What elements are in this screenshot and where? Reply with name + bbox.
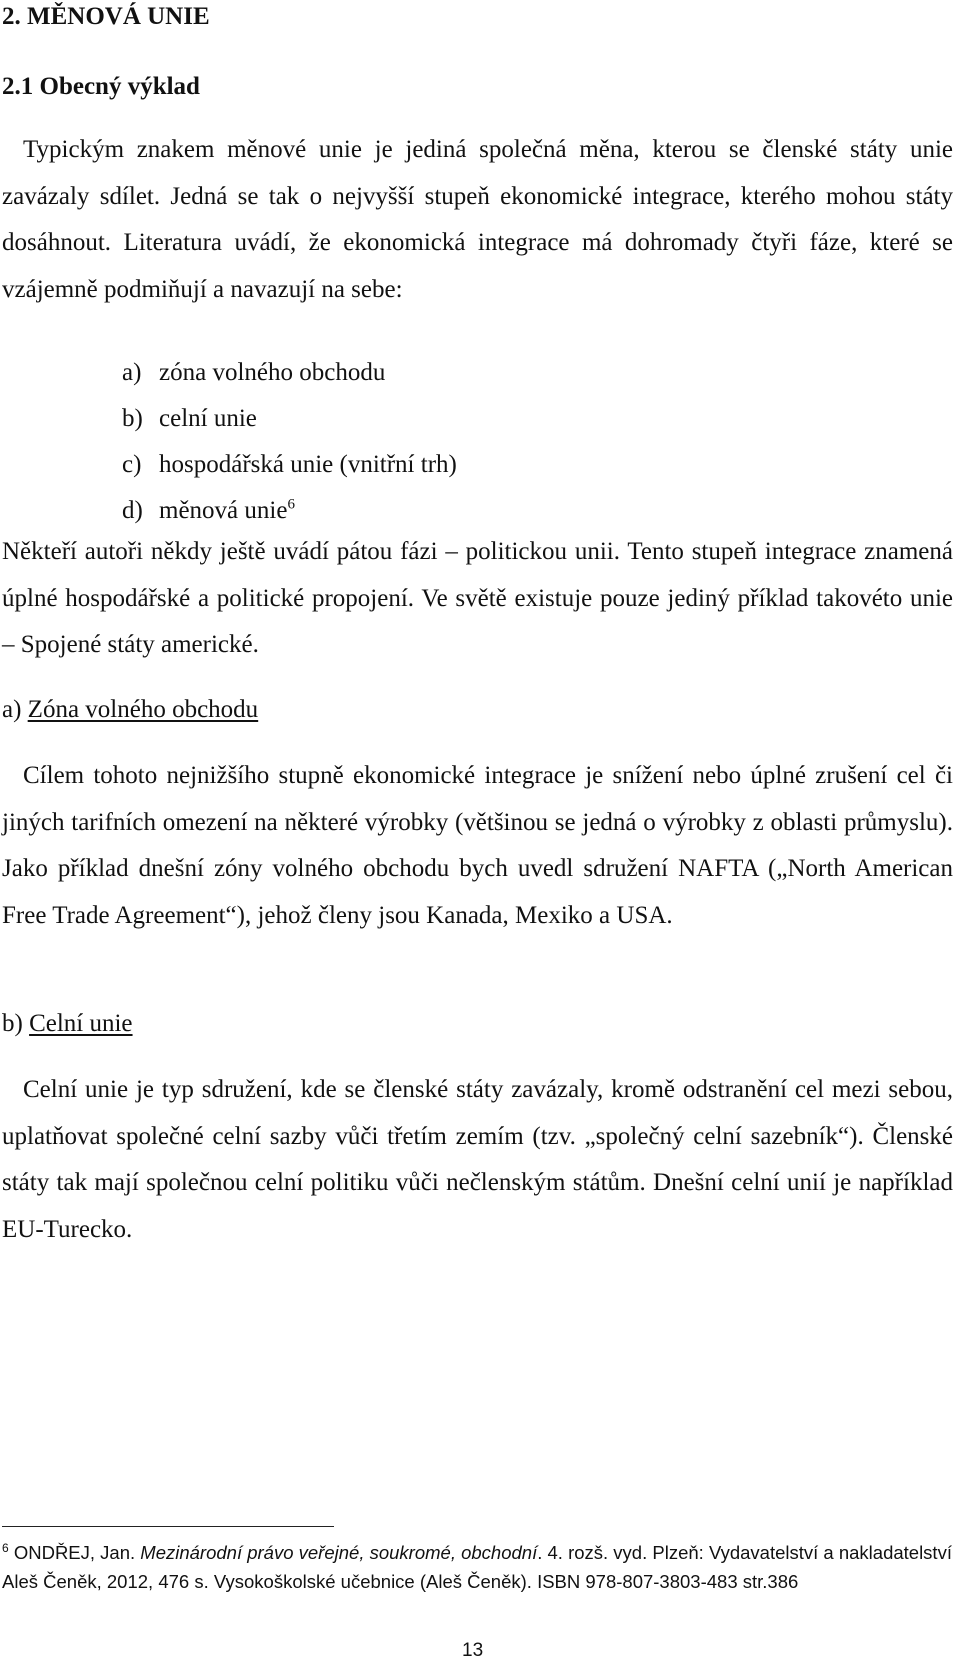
subsection-a-heading — [2, 693, 258, 727]
subsection-b-prefix: b) — [2, 1010, 23, 1037]
subsection-a-title: Zóna volného obchodu — [27, 696, 259, 723]
subsection-b-title: Celní unie — [29, 1010, 133, 1037]
list-item — [122, 488, 457, 534]
footnote — [2, 1538, 953, 1596]
chapter-heading: 2. MĚNOVÁ UNIE — [2, 3, 210, 30]
footnote-number: 6 — [2, 1540, 9, 1555]
subsection-a-prefix: a) — [2, 696, 22, 723]
footnote-title: Mezinárodní právo veřejné, soukromé, obchodní — [140, 1542, 538, 1563]
list-item-text: celní unie — [159, 405, 257, 432]
intro-paragraph: Typickým znakem měnové unie je jediná společná měna, kterou se členské státy unie zavázaly sdílet. Jedná se tak o nejvyšší stupeň ekonomické integrace, kterého mohou státy dosáhnout. Literatura uvádí, že ekonomická integrace má dohromady čtyři fáze, které se vzájemně podmiňují a navazují na sebe: — [2, 136, 953, 303]
list-item — [122, 350, 457, 396]
political-union-paragraph: Někteří autoři někdy ještě uvádí pátou fázi – politickou unii. Tento stupeň integrace znamená úplné hospodářské a politické propojení. Ve světě existuje pouze jediný příklad takovéto unie – Spojené státy americké. — [2, 538, 953, 658]
list-item-text: hospodářská unie (vnitřní trh) — [159, 451, 457, 478]
subsection-a-paragraph: Cílem tohoto nejnižšího stupně ekonomické integrace je snížení nebo úplné zrušení cel či jiných tarifních omezení na některé výrobky (většinou se jedná o výrobky z oblasti průmyslu). Jako příklad dnešní zóny volného obchodu bych uvedl sdružení NAFTA („North American Free Trade Agreement“), jehož členy jsou Kanada, Mexiko a USA. — [2, 762, 953, 929]
footnote-divider — [2, 1526, 334, 1527]
list-item-text: měnová unie — [159, 497, 288, 524]
list-item — [122, 396, 457, 442]
footnote-details: . 4. rozš. vyd. Plzeň: Vydavatelství a nakladatelství Aleš Čeněk, 2012, 476 s. Vysokoškolské učebnice (Aleš Čeněk). ISBN 978-807-3803-483 str.386 — [2, 1542, 952, 1592]
list-item-letter: a) — [122, 359, 142, 386]
footnote-ref[interactable]: 6 — [287, 496, 295, 513]
subsection-b-paragraph: Celní unie je typ sdružení, kde se členské státy zavázaly, kromě odstranění cel mezi sebou, uplatňovat společné celní sazby vůči třetím zemím (tzv. „společný celní sazebník“). Členské státy tak mají společnou celní politiku vůči nečlenským státům. Dnešní celní unií je například EU-Turecko. — [2, 1076, 953, 1243]
subsection-b-heading — [2, 1007, 133, 1041]
footnote-author: ONDŘEJ, Jan. — [13, 1542, 136, 1563]
phases-list — [122, 350, 457, 534]
list-item-letter: d) — [122, 497, 143, 524]
list-item-text: zóna volného obchodu — [159, 359, 386, 386]
page-number: 13 — [462, 1640, 484, 1661]
list-item — [122, 442, 457, 488]
list-item-letter: c) — [122, 451, 142, 478]
list-item-letter: b) — [122, 405, 143, 432]
section-heading: 2.1 Obecný výklad — [2, 73, 200, 100]
